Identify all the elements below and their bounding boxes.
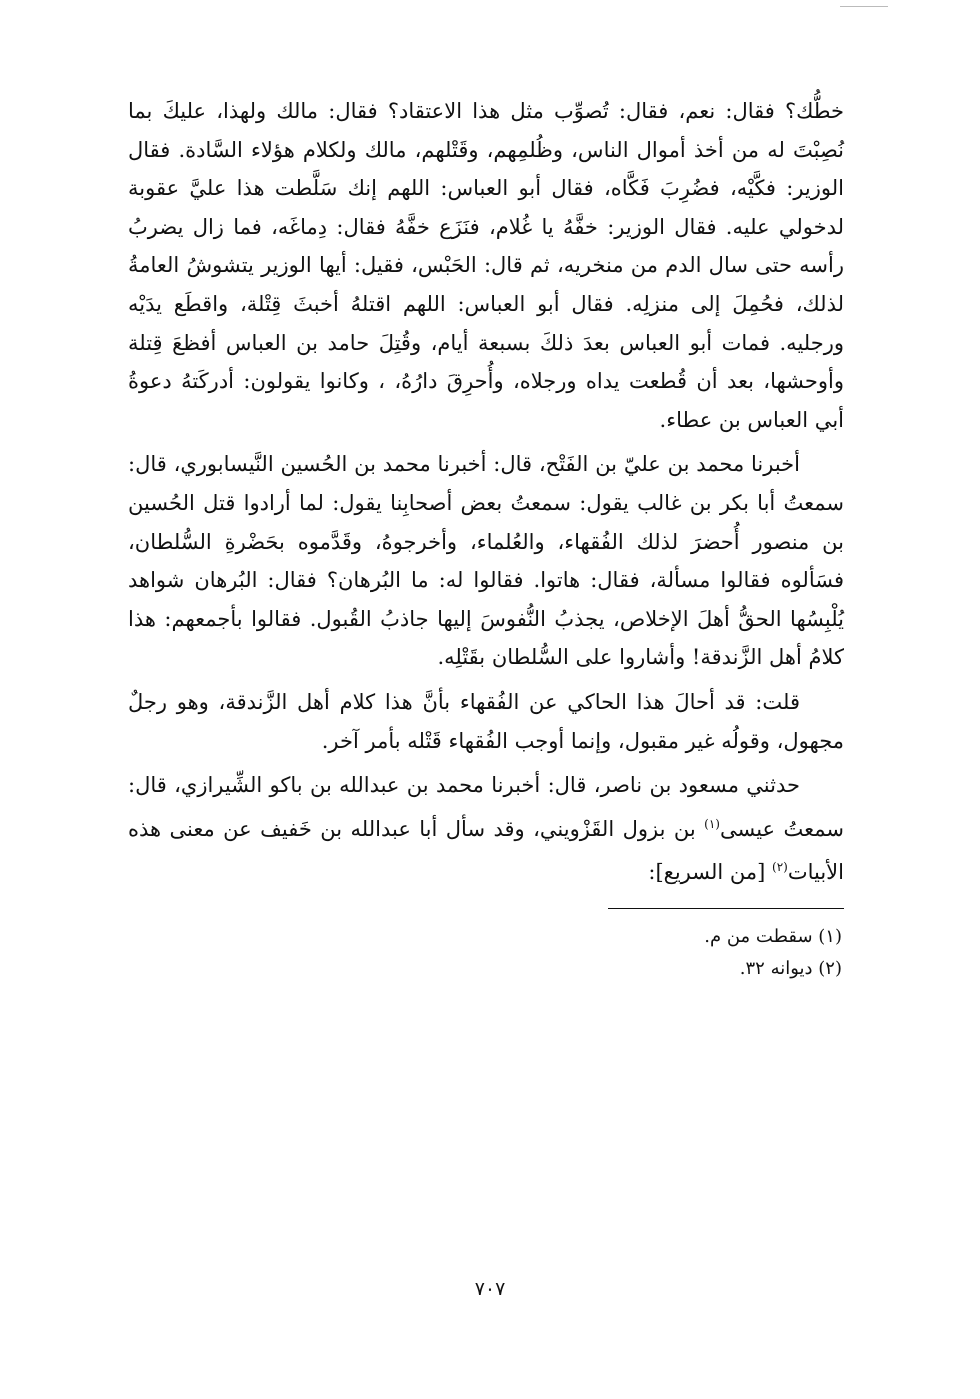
paragraph-4-text-b: بن بزول القَزْويني، وقد سأل أبا عبدالله بن خَفيف عن معنى هذه الأبيات [128, 816, 844, 885]
page-number: ٧٠٧ [474, 1278, 506, 1300]
paragraph-4-text-a: حدثني مسعود بن ناصر، قال: أخبرنا محمد بن عبدالله بن باكو الشِّيرازي، قال: سمعتُ عيسى [128, 773, 844, 841]
page-body [128, 92, 844, 985]
footnote-ref-2[interactable]: (٢) [772, 860, 788, 875]
paragraph-4-text-c: [من السريع]: [648, 860, 772, 885]
paragraph-4 [128, 766, 844, 892]
footnote-1: (١) سقطت من م. [704, 925, 842, 947]
footnote-separator [608, 908, 844, 909]
paragraph-1: خطُّك؟ فقال: نعم، فقال: تُصوِّب مثل هذا الاعتقاد؟ فقال: مالك ولهذا، عليكَ بما نُصِبْتَ له من أخذ أموال الناس، وظُلمِهم، وقَتْلهم، مالك ولكلام هؤلاء السَّادة. فقال الوزير: فكَّيْه، فضُرِبَ فَكَّاه، فقال أبو العباس: اللهم إنك سَلَّطت هذا عليَّ عقوبة لدخولي عليه. فقال الوزير: خفَّهُ يا غُلام، فنَزَع خفَّهُ فقال: دِماغَه، فما زال يضربُ رأسه حتى سال الدم من منخريه، ثم قال: الحَبْس، فقيل: أيها الوزير يتشوشُ العامةُ لذلك، فحُمِلَ إلى منزلِه. فقال أبو العباس: اللهم اقتلهُ أخبثَ قِتْلة، واقطَع يدَيْه ورجليه. فمات أبو العباس بعدَ ذلكَ بسبعة أيام، وقُتِلَ حامد بن العباس أفظعَ قِتلة وأوحشها، بعد أن قُطعت يداه ورجلاه، وأُحرِقَ دارُهُ، ، وكانوا يقولون: أدركَتهُ دعوةُ أبي العباس بن عطاء. [128, 99, 844, 432]
footnote-ref-1[interactable]: (١) [704, 816, 720, 831]
scan-edge-mark [840, 6, 888, 7]
paragraph-3: قلت: قد أحالَ هذا الحاكي عن الفُقهاء بأنَّ هذا كلام أهل الزَّندقة، وهو رجلٌ مجهول، وقولُه غير مقبول، وإنما أوجب الفُقهاء قَتْله بأمر آخر. [128, 689, 844, 753]
paragraph-2: أخبرنا محمد بن عليّ بن الفَتْح، قال: أخبرنا محمد بن الحُسين النَّيسابوري، قال: سمعتُ أبا بكر بن غالب يقول: سمعتُ بعض أصحابِنا يقول: لما أرادوا قتل الحُسين بن منصور أُحضرَ لذلك الفُقهاء، والعُلماء، وأخرجوهُ، وقَدَّموه بحَضْرةِ السُّلطان، فسَألوه فقالوا مسألة، فقال: هاتوا. فقالوا له: ما البُرهان؟ فقال: البُرهان شواهد يُلْبِسُها الحقُّ أهلَ الإخلاص، يجذبُ النُّفوسَ إليها جاذبُ القُبول. فقالوا بأجمعهم: هذا كلامُ أهل الزَّندقة! وأشاروا على السُّلطان بقَتْلِه. [128, 452, 844, 670]
footnote-2: (٢) ديوانه ٣٢. [739, 957, 842, 979]
